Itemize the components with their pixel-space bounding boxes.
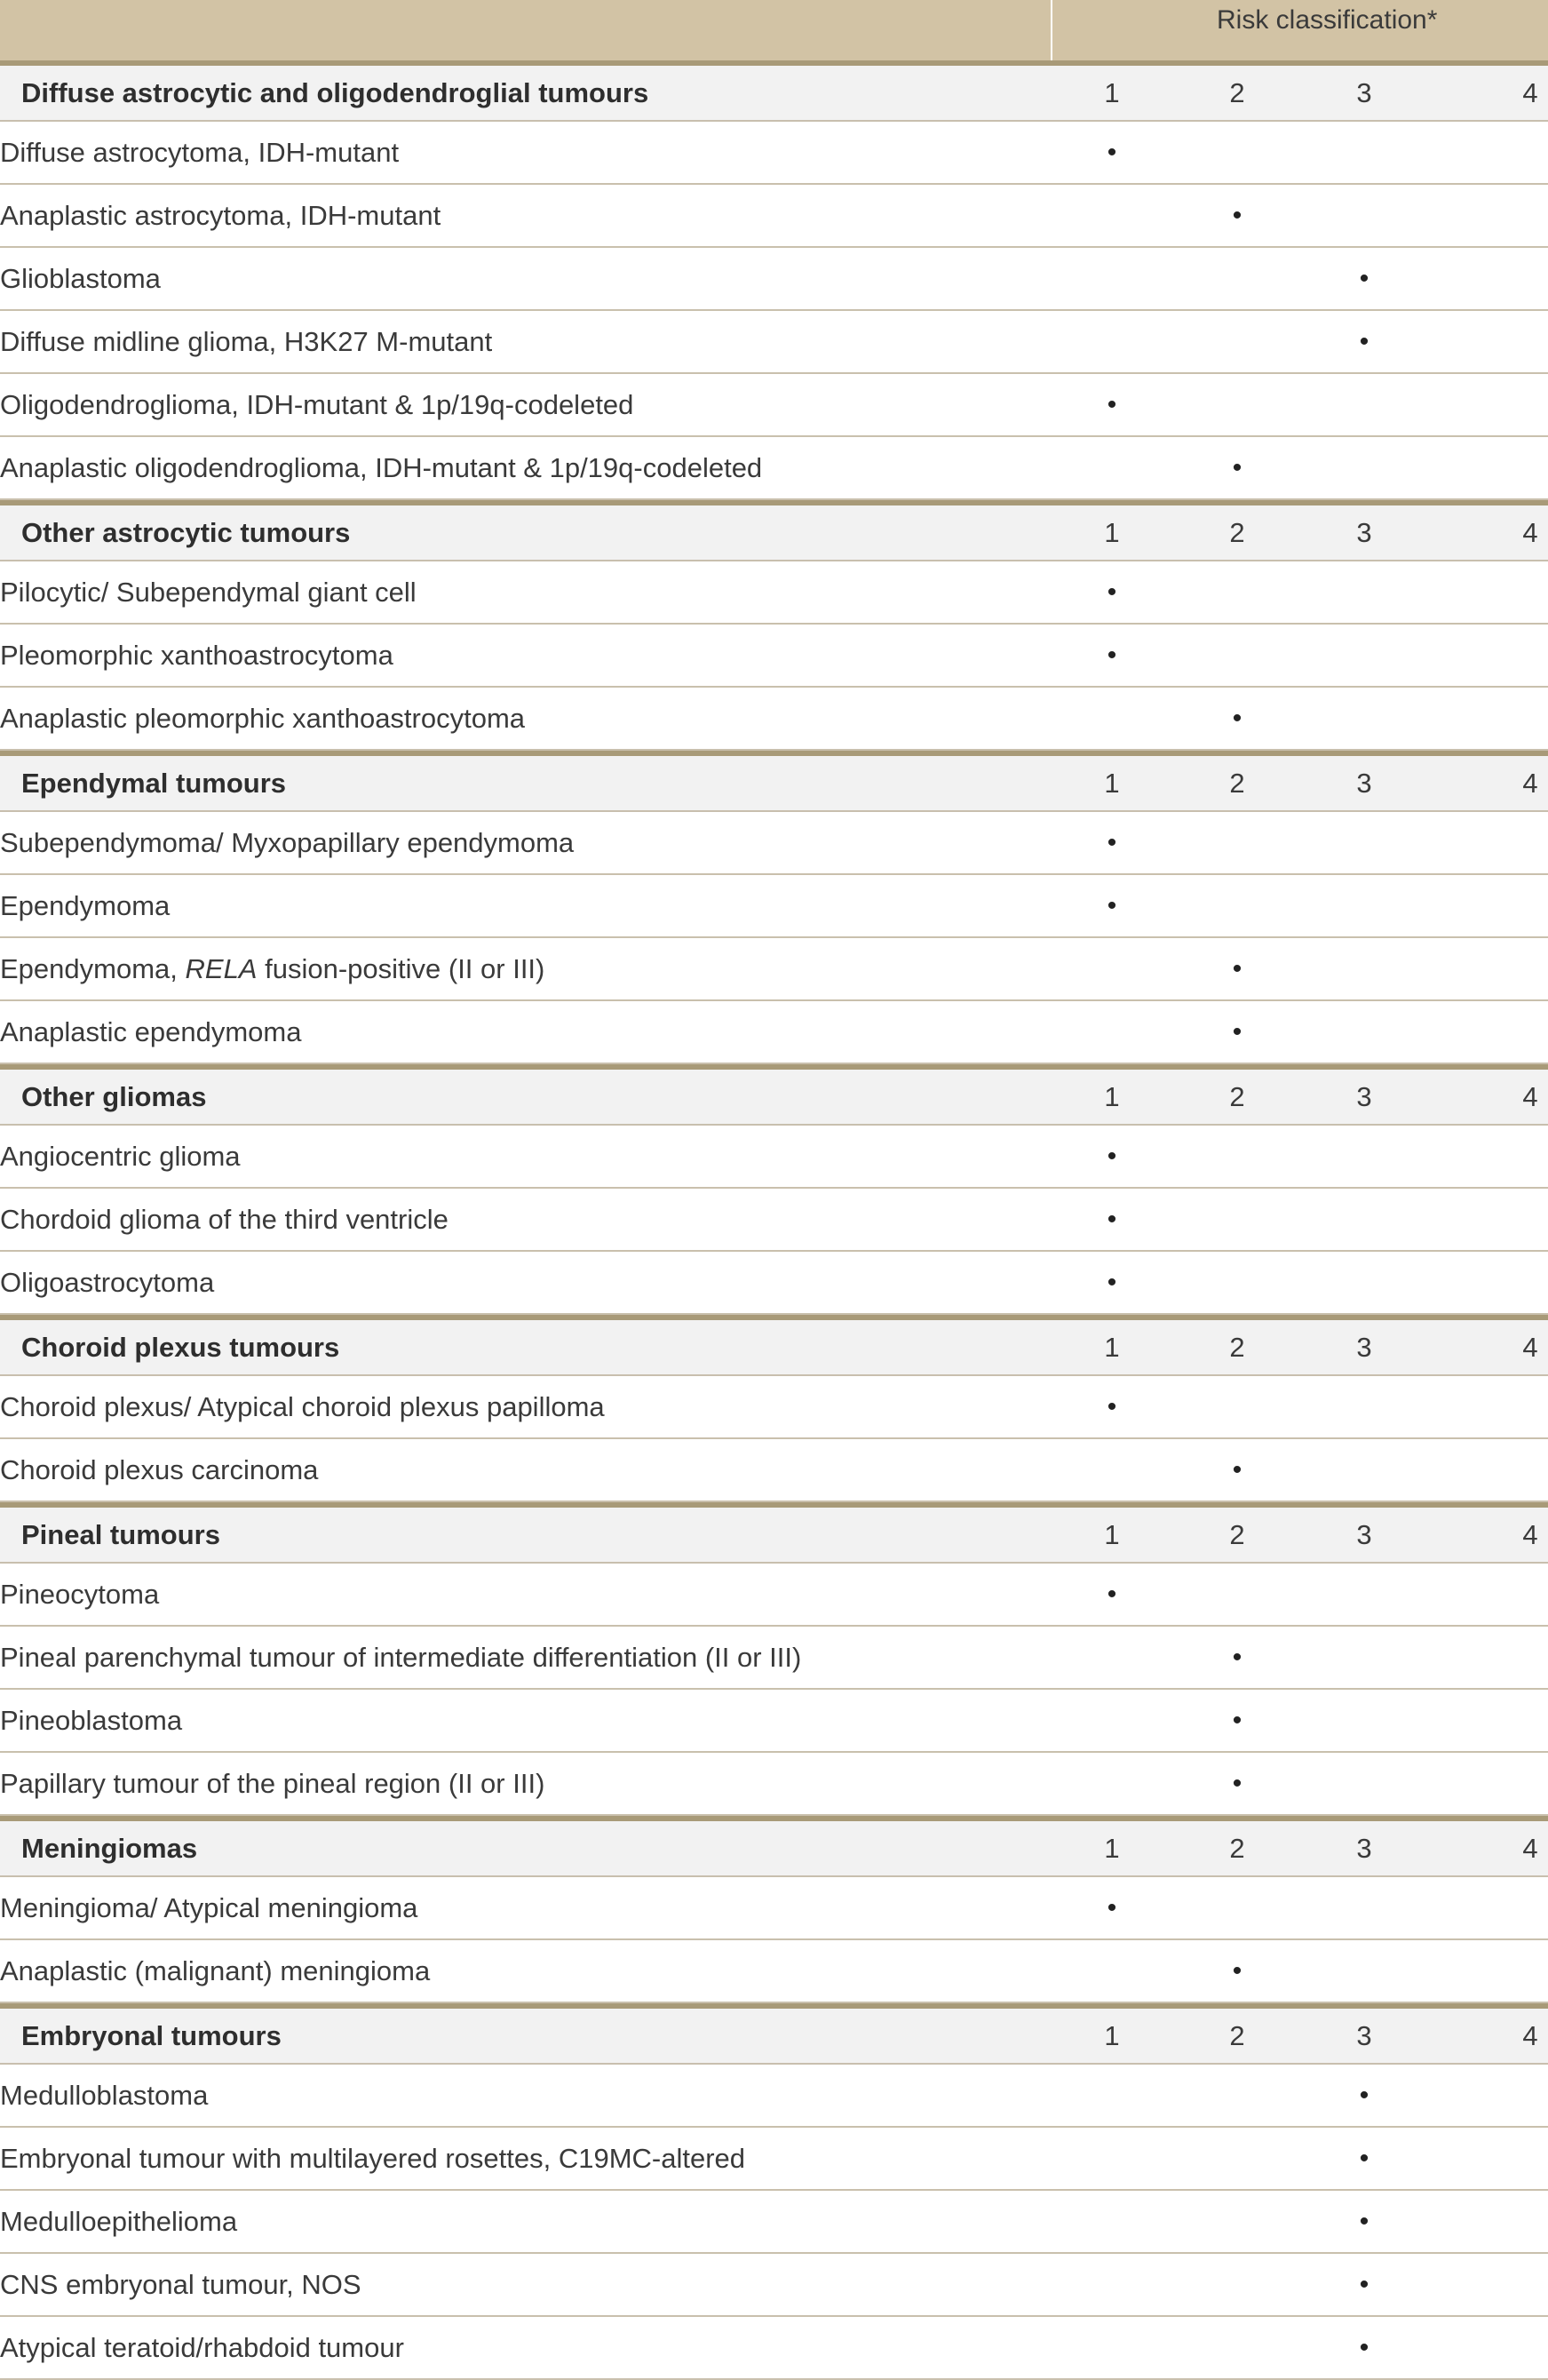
risk-marker: • bbox=[1232, 1017, 1242, 1047]
tumour-name-text: Choroid plexus carcinoma bbox=[0, 1454, 319, 1485]
tumour-name bbox=[0, 2128, 745, 2189]
tumour-name-text: Chordoid glioma of the third ventricle bbox=[0, 1204, 449, 1235]
table-row bbox=[0, 1627, 1548, 1690]
risk-level-4-heading: 4 bbox=[1522, 768, 1538, 799]
tumour-name-text: Atypical teratoid/rhabdoid tumour bbox=[0, 2332, 404, 2363]
group-header-row bbox=[0, 1064, 1548, 1126]
risk-level-2-heading: 2 bbox=[1229, 768, 1245, 799]
risk-marker: • bbox=[1107, 138, 1117, 167]
risk-level-1-heading: 1 bbox=[1104, 1833, 1120, 1864]
table-row bbox=[0, 1439, 1548, 1502]
tumour-name-text: Medulloblastoma bbox=[0, 2080, 209, 2111]
tumour-name-text: Embryonal tumour with multilayered rosettes, C19MC-altered bbox=[0, 2143, 746, 2174]
table-row bbox=[0, 122, 1548, 185]
group-header-row bbox=[0, 1502, 1548, 1564]
risk-marker: • bbox=[1359, 2207, 1369, 2236]
table-row bbox=[0, 1564, 1548, 1627]
risk-level-2-heading: 2 bbox=[1229, 1833, 1245, 1864]
risk-level-4-heading: 4 bbox=[1522, 1833, 1538, 1864]
risk-marker: • bbox=[1107, 1893, 1117, 1922]
tumour-name bbox=[0, 2065, 208, 2126]
table-row bbox=[0, 938, 1548, 1001]
table-row bbox=[0, 437, 1548, 500]
table-row bbox=[0, 1753, 1548, 1816]
risk-level-4-heading: 4 bbox=[1522, 1081, 1538, 1112]
tumour-name bbox=[0, 1001, 301, 1063]
tumour-name-text: Papillary tumour of the pineal region (II or III) bbox=[0, 1768, 545, 1799]
risk-level-4-heading: 4 bbox=[1522, 77, 1538, 108]
tumour-name bbox=[0, 812, 574, 873]
risk-level-4-heading: 4 bbox=[1522, 1519, 1538, 1550]
risk-level-3-heading: 3 bbox=[1356, 1332, 1372, 1363]
tumour-name-text: Choroid plexus/ Atypical choroid plexus papilloma bbox=[0, 1391, 605, 1422]
tumour-name-text: Subependymoma/ Myxopapillary ependymoma bbox=[0, 827, 575, 858]
table-row bbox=[0, 2191, 1548, 2254]
risk-marker: • bbox=[1232, 453, 1242, 482]
group-header-row bbox=[0, 2003, 1548, 2065]
tumour-name-text: Ependymoma bbox=[0, 890, 171, 921]
risk-marker: • bbox=[1232, 1643, 1242, 1672]
risk-marker: • bbox=[1232, 1769, 1242, 1798]
tumour-name-text: Pineocytoma bbox=[0, 1579, 160, 1610]
table-body bbox=[0, 60, 1548, 2380]
tumour-name-text: Oligoastrocytoma bbox=[0, 1267, 215, 1298]
risk-marker: • bbox=[1232, 704, 1242, 733]
risk-marker: • bbox=[1232, 1956, 1242, 1986]
group-header-row bbox=[0, 500, 1548, 561]
risk-level-4-heading: 4 bbox=[1522, 2020, 1538, 2051]
tumour-name bbox=[0, 1564, 159, 1625]
risk-level-4-heading: 4 bbox=[1522, 517, 1538, 548]
risk-level-1-heading: 1 bbox=[1104, 1519, 1120, 1550]
tumour-name bbox=[0, 1126, 241, 1187]
tumour-name-text: Anaplastic oligodendroglioma, IDH-mutant & 1p/19q-codeleted bbox=[0, 452, 763, 483]
tumour-name bbox=[0, 1690, 182, 1751]
tumour-name bbox=[0, 1753, 544, 1814]
group-title: Ependymal tumours bbox=[21, 768, 286, 799]
risk-marker: • bbox=[1107, 1580, 1117, 1609]
table-row bbox=[0, 2254, 1548, 2317]
tumour-name-text: Glioblastoma bbox=[0, 263, 161, 294]
tumour-name bbox=[0, 185, 441, 246]
risk-marker: • bbox=[1107, 641, 1117, 670]
tumour-name-text: Pineoblastoma bbox=[0, 1705, 183, 1736]
risk-level-1-heading: 1 bbox=[1104, 1081, 1120, 1112]
group-title: Meningiomas bbox=[21, 1833, 198, 1864]
risk-marker: • bbox=[1107, 1392, 1117, 1421]
tumour-name bbox=[0, 248, 161, 309]
risk-level-1-heading: 1 bbox=[1104, 1332, 1120, 1363]
tumour-name bbox=[0, 1189, 449, 1250]
table-row bbox=[0, 1877, 1548, 1940]
risk-level-2-heading: 2 bbox=[1229, 77, 1245, 108]
table-row bbox=[0, 248, 1548, 311]
tumour-name bbox=[0, 1940, 430, 2002]
tumour-name bbox=[0, 688, 525, 749]
table-row bbox=[0, 1376, 1548, 1439]
tumour-name-text: CNS embryonal tumour, NOS bbox=[0, 2269, 361, 2300]
tumour-name bbox=[0, 561, 417, 623]
risk-marker: • bbox=[1107, 1142, 1117, 1171]
group-header-row bbox=[0, 751, 1548, 812]
tumour-name bbox=[0, 1877, 417, 1938]
tumour-name-text: Anaplastic (malignant) meningioma bbox=[0, 1955, 431, 1986]
risk-level-2-heading: 2 bbox=[1229, 1519, 1245, 1550]
risk-marker: • bbox=[1359, 327, 1369, 356]
tumour-name-text: Pineal parenchymal tumour of intermediate differentiation (II or III) bbox=[0, 1642, 802, 1673]
tumour-name bbox=[0, 625, 393, 686]
group-title: Other astrocytic tumours bbox=[21, 517, 351, 548]
risk-level-1-heading: 1 bbox=[1104, 2020, 1120, 2051]
risk-level-3-heading: 3 bbox=[1356, 1519, 1372, 1550]
table-row bbox=[0, 1690, 1548, 1753]
tumour-name-text: Meningioma/ Atypical meningioma bbox=[0, 1892, 418, 1923]
tumour-name-text: Pleomorphic xanthoastrocytoma bbox=[0, 640, 393, 671]
tumour-name bbox=[0, 437, 762, 498]
risk-marker: • bbox=[1107, 577, 1117, 607]
group-header-row bbox=[0, 1315, 1548, 1376]
risk-marker: • bbox=[1107, 828, 1117, 857]
risk-marker: • bbox=[1359, 264, 1369, 293]
risk-marker: • bbox=[1107, 1205, 1117, 1234]
risk-marker: • bbox=[1359, 2333, 1369, 2362]
risk-marker: • bbox=[1107, 390, 1117, 419]
table-row bbox=[0, 625, 1548, 688]
tumour-name-text: Medulloepithelioma bbox=[0, 2206, 238, 2237]
tumour-name-italic: RELA bbox=[185, 953, 258, 984]
risk-marker: • bbox=[1232, 1455, 1242, 1485]
group-title: Other gliomas bbox=[21, 1081, 207, 1112]
risk-marker: • bbox=[1232, 201, 1242, 230]
table-row bbox=[0, 1252, 1548, 1315]
tumour-name-text: Anaplastic astrocytoma, IDH-mutant bbox=[0, 200, 441, 231]
risk-level-4-heading: 4 bbox=[1522, 1332, 1538, 1363]
table-row bbox=[0, 1001, 1548, 1064]
group-title: Embryonal tumours bbox=[21, 2020, 282, 2051]
tumour-name bbox=[0, 311, 492, 372]
table-row bbox=[0, 688, 1548, 751]
risk-marker: • bbox=[1359, 2270, 1369, 2299]
tumour-name bbox=[0, 2317, 404, 2378]
tumour-name bbox=[0, 2254, 361, 2315]
risk-level-3-heading: 3 bbox=[1356, 1833, 1372, 1864]
group-title: Diffuse astrocytic and oligodendroglial tumours bbox=[21, 77, 649, 108]
risk-level-2-heading: 2 bbox=[1229, 517, 1245, 548]
tumour-name bbox=[0, 1627, 801, 1688]
tumour-name-text: Diffuse midline glioma, H3K27 M-mutant bbox=[0, 326, 493, 357]
table-row bbox=[0, 311, 1548, 374]
risk-level-3-heading: 3 bbox=[1356, 517, 1372, 548]
tumour-name bbox=[0, 938, 544, 999]
tumour-name bbox=[0, 1252, 214, 1313]
tumour-name-text: Angiocentric glioma bbox=[0, 1141, 241, 1172]
risk-level-1-heading: 1 bbox=[1104, 517, 1120, 548]
tumour-name-suffix: fusion-positive (II or III) bbox=[257, 953, 545, 984]
risk-marker: • bbox=[1232, 1706, 1242, 1735]
table-row bbox=[0, 1126, 1548, 1189]
tumour-name bbox=[0, 1439, 318, 1500]
tumour-name bbox=[0, 122, 399, 183]
tumour-name-text: Oligodendroglioma, IDH-mutant & 1p/19q-codeleted bbox=[0, 389, 634, 420]
risk-marker: • bbox=[1107, 891, 1117, 920]
table-row bbox=[0, 1189, 1548, 1252]
risk-level-2-heading: 2 bbox=[1229, 1081, 1245, 1112]
table-row bbox=[0, 2317, 1548, 2380]
header-divider bbox=[1051, 0, 1052, 60]
table-row bbox=[0, 2128, 1548, 2191]
risk-level-3-heading: 3 bbox=[1356, 1081, 1372, 1112]
group-title: Choroid plexus tumours bbox=[21, 1332, 340, 1363]
risk-level-2-heading: 2 bbox=[1229, 2020, 1245, 2051]
table-row bbox=[0, 374, 1548, 437]
tumour-name bbox=[0, 374, 633, 435]
table-row bbox=[0, 1940, 1548, 2003]
risk-level-3-heading: 3 bbox=[1356, 2020, 1372, 2051]
table-row bbox=[0, 875, 1548, 938]
risk-classification-title: Risk classification* bbox=[1217, 5, 1438, 35]
group-header-row bbox=[0, 60, 1548, 122]
risk-level-3-heading: 3 bbox=[1356, 768, 1372, 799]
risk-marker: • bbox=[1359, 2144, 1369, 2173]
tumour-name bbox=[0, 1376, 605, 1437]
tumour-name-text: Anaplastic pleomorphic xanthoastrocytoma bbox=[0, 703, 526, 734]
table-row bbox=[0, 185, 1548, 248]
group-title: Pineal tumours bbox=[21, 1519, 220, 1550]
table-row bbox=[0, 561, 1548, 625]
table-row bbox=[0, 2065, 1548, 2128]
risk-level-2-heading: 2 bbox=[1229, 1332, 1245, 1363]
table-header bbox=[0, 0, 1548, 60]
risk-level-1-heading: 1 bbox=[1104, 768, 1120, 799]
risk-marker: • bbox=[1359, 2081, 1369, 2110]
tumour-name-text: Pilocytic/ Subependymal giant cell bbox=[0, 577, 417, 608]
tumour-name bbox=[0, 875, 170, 936]
tumour-name-text: Diffuse astrocytoma, IDH-mutant bbox=[0, 137, 400, 168]
tumour-name-text: Ependymoma, bbox=[0, 953, 186, 984]
tumour-name bbox=[0, 2191, 237, 2252]
risk-marker: • bbox=[1232, 954, 1242, 983]
tumour-name-text: Anaplastic ependymoma bbox=[0, 1016, 302, 1047]
risk-marker: • bbox=[1107, 1268, 1117, 1297]
risk-level-1-heading: 1 bbox=[1104, 77, 1120, 108]
table-row bbox=[0, 812, 1548, 875]
risk-level-3-heading: 3 bbox=[1356, 77, 1372, 108]
group-header-row bbox=[0, 1816, 1548, 1877]
